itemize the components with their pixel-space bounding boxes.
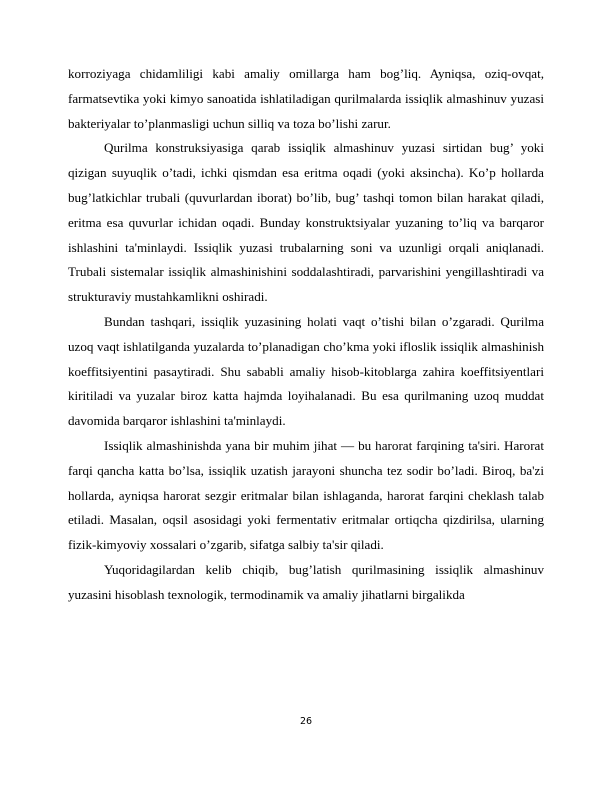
document-body — [68, 62, 544, 608]
paragraph-1: korroziyaga chidamliligi kabi amaliy omillarga ham bog’liq. Ayniqsa, oziq-ovqat, farmatsevtika yoki kimyo sanoatida ishlatiladigan qurilmalarda issiqlik almashinuv yuzasi bakteriyalar to’planmasligi uchun silliq va toza bo’lishi zarur. — [68, 66, 544, 131]
paragraph-2: Qurilma konstruksiyasiga qarab issiqlik almashinuv yuzasi sirtidan bug’ yoki qizigan suyuqlik o’tadi, ichki qismdan esa eritma oqadi (yoki aksincha). Ko’p hollarda bug’latkichlar trubali (quvurlardan iborat) bo’lib, bug’ tashqi tomon bilan harakat qiladi, eritma esa quvurlar ichidan oqadi. Bunday konstruktsiyalar yuzaning to’liq va barqaror ishlashini ta'minlaydi. Issiqlik yuzasi trubalarning soni va uzunligi orqali aniqlanadi. Trubali sistemalar issiqlik almashinishini soddalashtiradi, parvarishini yengillashtiradi va strukturaviy mustahkamlikni oshiradi. — [68, 140, 544, 305]
paragraph-3: Bundan tashqari, issiqlik yuzasining holati vaqt o’tishi bilan o’zgaradi. Qurilma uzoq vaqt ishlatilganda yuzalarda to’planadigan cho’kma yoki ifloslik issiqlik almashinish koeffitsiyentini pasaytiradi. Shu sababli amaliy hisob-kitoblarga zahira koeffitsiyentlari kiritiladi va yuzalar biroz katta hajmda loyihalanadi. Bu esa qurilmaning uzoq muddat davomida barqaror ishlashini ta'minlaydi. — [68, 313, 544, 429]
page-number: 26 — [299, 716, 313, 727]
paragraph-4: Issiqlik almashinishda yana bir muhim jihat — bu harorat farqining ta'siri. Harorat farqi qancha katta bo’lsa, issiqlik uzatish jarayoni shuncha tez sodir bo’ladi. Biroq, ba'zi hollarda, ayniqsa harorat sezgir eritmalar bilan ishlaganda, harorat farqini cheklash talab etiladi. Masalan, oqsil asosidagi yoki fermentativ eritmalar ortiqcha qizdirilsa, ularning fizik-kimyoviy xossalari o’zgarib, sifatga salbiy ta'sir qiladi. — [68, 437, 544, 553]
paragraph-5: Yuqoridagilardan kelib chiqib, bug’latish qurilmasining issiqlik almashinuv yuzasini hisoblash texnologik, termodinamik va amaliy jihatlarni birgalikda — [68, 561, 544, 602]
